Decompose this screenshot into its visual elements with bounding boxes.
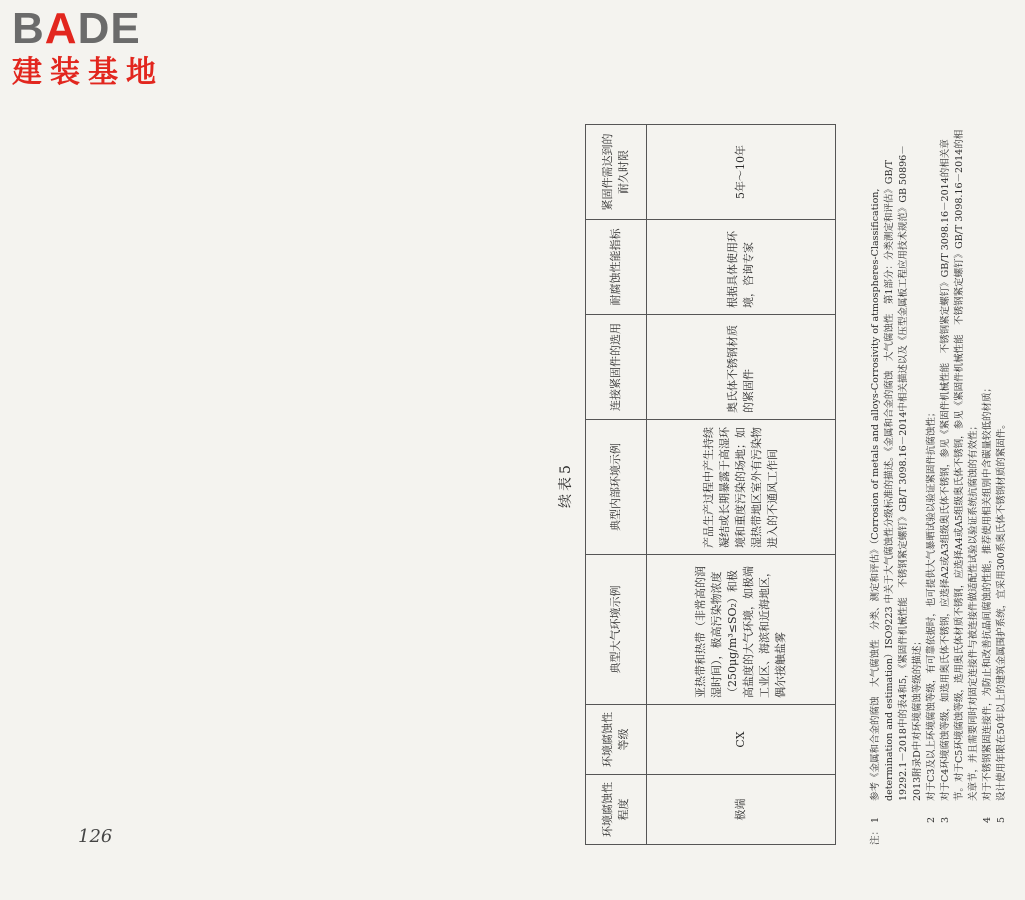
header-cell: 环境腐蚀性程度: [586, 775, 647, 845]
header-cell: 紧固件需达到的耐久时限: [586, 125, 647, 220]
corrosivity-table: [585, 124, 836, 845]
note-text: 参考《金属和合金的腐蚀 大气腐蚀性 分类、测定和评估》（Corrosion of metals and alloys-Corrosivity of atmospheres-Classification, determination and estimation）ISO9223 中关于大气腐蚀性分级标准的描述。《金属和合金的腐蚀 大气腐蚀性 第1部分：分类测定和评估》GB/T 19292.1－2018中的表4和5，《紧固件机械性能 不锈钢紧定螺钉》GB/T 3098.16－2014中相关描述以及《压型金属板工程应用技术规范》GB 50896－2013附录D中对环境腐蚀等级的描述；: [870, 145, 923, 801]
note-item: [939, 125, 981, 845]
note-number: 3: [940, 816, 951, 823]
table-row: [647, 125, 836, 845]
header-cell: 耐腐蚀性能指标: [586, 220, 647, 315]
table-cell: 产品生产过程中产生持续凝结或长期暴露于高湿环境和重度污染的场地；如湿热带地区室外有污染物进入的不通风工作间: [647, 420, 836, 555]
note-number: 1: [870, 816, 881, 823]
rotated-page-content: [555, 125, 1025, 845]
table-notes: [869, 125, 1009, 845]
note-text: 对于不锈钢紧固连接件，为防止和改善抗晶间腐蚀的性能，推荐使用相关组别中含碳量较低的材质；: [982, 382, 993, 801]
note-text: 对于C4环境腐蚀等级，如选用奥氏体不锈钢，应选择A2或A3组级奥氏体不锈钢，参见《紧固件机械性能 不锈钢紧定螺钉》GB/T 3098.16－2014的相关章节。对于C5环境腐蚀等级，选用奥氏体材质不锈钢，应选择A4或A5组级奥氏体不锈钢，参见《紧固件机械性能 不锈钢紧定螺钉》GB/T 3098.16－2014的相关章节，并且需要同时对固定连接件与被连接件做适配性试验以验证系统抗腐蚀的有效性；: [940, 129, 979, 801]
table-header-row: [586, 125, 647, 845]
bade-logo: [12, 6, 202, 98]
note-text: 对于C3及以上环境腐蚀等级，有可靠依据时，也可提供大气暴晒试验以验证紧固件抗腐蚀性；: [926, 407, 937, 801]
table-cell: 根据具体使用环境，咨询专家: [647, 220, 836, 315]
note-number: 2: [926, 816, 937, 823]
table-cell: CX: [647, 705, 836, 775]
table-caption: 续表5: [558, 462, 574, 508]
logo-wordmark: BADE: [12, 4, 141, 53]
notes-label: 注：: [870, 825, 881, 845]
page-number: 126: [78, 826, 113, 847]
header-cell: 连接紧固件的选用: [586, 315, 647, 420]
table-cell: 5年～10年: [647, 125, 836, 220]
note-item: [925, 125, 939, 845]
note-item: [995, 125, 1009, 845]
table-cell: 亚热带和热带（非常高的润湿时间），极高污染物浓度（250μg/m³≤SO₂）和极高盐度的大气环境，如极端工业区、海滨和近海地区，偶尔接触盐雾: [647, 555, 836, 705]
header-cell: 环境腐蚀性等级: [586, 705, 647, 775]
note-item: [981, 125, 995, 845]
note-text: 设计使用年限在50年以上的建筑金属围护系统，宜采用300系奥氏体不锈钢材质的紧固件。: [996, 419, 1007, 801]
logo-subtitle: 建装基地: [12, 55, 164, 90]
note-number: 4: [982, 816, 993, 823]
header-cell: 典型大气环境示例: [586, 555, 647, 705]
table-cell: 极端: [647, 775, 836, 845]
table-cell: 奥氏体不锈钢材质的紧固件: [647, 315, 836, 420]
note-item: [869, 125, 925, 845]
note-number: 5: [996, 816, 1007, 823]
header-cell: 典型内部环境示例: [586, 420, 647, 555]
